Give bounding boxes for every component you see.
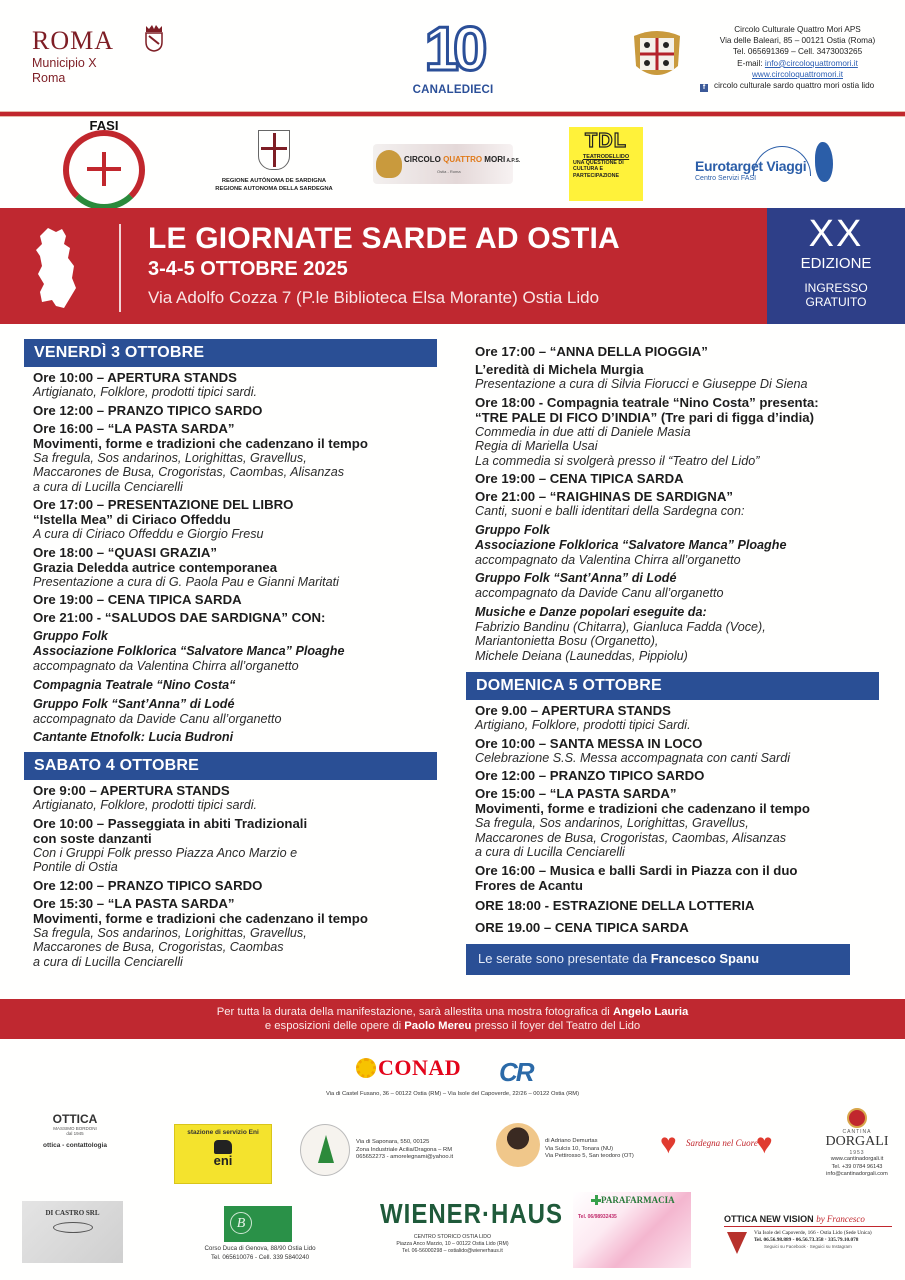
bel-address: Corso Duca di Genova, 88/90 Ostia Lido Tel. 065610076 - Cell. 339 5840240 — [204, 1245, 316, 1261]
performer-item: Gruppo Folk Associazione Folklorica “Salvatore Manca” Ploaghe accompagnato da Valentina Chirra all’organetto — [33, 629, 345, 673]
cantina-dorgali-logo: CANTINA DORGALI 1953 www.cantinadorgali.it Tel. +39 0784 96143 info@cantinadorgali.com — [812, 1108, 902, 1179]
performer-item: Musiche e Danze popolari eseguite da: Fabrizio Bandinu (Chitarra), Gianluca Fadda (Voce), Mariantonietta Bosu (Organetto), Michele Deiana (Launeddas, Pippiolu) — [475, 604, 766, 663]
tdl-name: TEATRODELLIDO — [582, 154, 630, 160]
email-label: E-mail: — [737, 58, 765, 68]
schedule-item: ORE 19.00 – CENA TIPICA SARDA — [475, 919, 689, 935]
presenter-name: Francesco Spanu — [650, 950, 760, 966]
eurotarget-viaggi-logo — [695, 142, 840, 186]
b-monogram-icon: B — [230, 1212, 252, 1234]
event-address: Via Adolfo Cozza 7 (P.le Biblioteca Elsa Morante) Ostia Lido — [148, 288, 600, 307]
regione-label-italian: REGIONE AUTONOMA DELLA SARDEGNA — [215, 185, 333, 192]
facebook-row — [700, 80, 895, 92]
title-banner — [0, 208, 905, 324]
cqm-label: CIRCOLO QUATTRO MORI A.P.S. — [404, 155, 521, 164]
organizer-contact — [700, 24, 895, 92]
partner-logos — [0, 118, 905, 208]
program-column-left — [24, 339, 437, 969]
parafarmacia-card: PARAFARMACIA Tel. 06/98932435 — [573, 1192, 691, 1268]
roma-municipio-logo — [32, 26, 114, 86]
schedule-item: Ore 18:00 – “QUASI GRAZIA” Grazia Deledda autrice contemporanea Presentazione a cura di G. Paola Pau e Gianni Maritati — [33, 544, 339, 589]
amore-legnami-logo — [300, 1124, 350, 1176]
canaledieci-label: CANALEDIECI — [412, 84, 494, 96]
email-link[interactable]: info@circoloquattromori.it — [764, 58, 858, 68]
conad-flower-icon — [356, 1058, 376, 1078]
roma-crest-icon — [143, 24, 165, 52]
wiener-haus-logo: WIENER·HAUS CENTRO STORICO OSTIA LIDO Piazza Anco Marzio, 10 – 00122 Ostia Lido (RM) Tel. 06-56000298 – ostialido@wienerhaus.it — [380, 1198, 563, 1254]
schedule-item: Ore 19:00 – CENA TIPICA SARDA — [475, 471, 684, 486]
poster-header — [0, 0, 905, 112]
regione-sardegna-logo — [214, 130, 334, 200]
di-castro-card: DI CASTRO SRL — [22, 1201, 123, 1263]
edition-number: XX — [808, 213, 864, 255]
schedule-item: Ore 21:00 – “RAIGHINAS DE SARDIGNA” Canti, suoni e balli identitari della Sardegna con: — [475, 489, 745, 518]
schedule-item: Ore 19:00 – CENA TIPICA SARDA — [33, 592, 242, 607]
dicastro-oval-icon — [53, 1222, 93, 1233]
pharmacy-cross-icon — [591, 1195, 601, 1205]
day-heading-saturday: SABATO 4 OTTOBRE — [24, 752, 437, 780]
day-heading-friday: VENERDÌ 3 OTTOBRE — [24, 339, 437, 367]
adriano-demurtas-logo — [496, 1123, 540, 1167]
schedule-item: Ore 10:00 – SANTA MESSA IN LOCO Celebrazione S.S. Messa accompagnata con canti Sardi — [475, 735, 791, 765]
performer-item: Gruppo Folk “Sant’Anna” di Lodé accompagnato da Davide Canu all’organetto — [475, 571, 724, 600]
organizer-address: Via delle Baleari, 85 – 00121 Ostia (Roma) — [719, 36, 876, 46]
presenter-prefix: Le serate sono presentate da — [478, 950, 651, 966]
roma-title: ROMA — [32, 26, 115, 55]
event-title: LE GIORNATE SARDE AD OSTIA — [148, 222, 620, 255]
schedule-item: Ore 12:00 – PRANZO TIPICO SARDO — [33, 877, 263, 893]
organizer-email-row — [700, 58, 895, 69]
free-entry: INGRESSO GRATUITO — [804, 281, 868, 309]
website-link[interactable]: www.circoloquattromori.it — [752, 69, 843, 79]
eni-station-card: stazione di servizio Eni eni — [174, 1124, 272, 1184]
regione-shield-icon — [258, 130, 290, 170]
organizer-name: Circolo Culturale Quattro Mori APS — [734, 25, 861, 34]
quattro-mori-crest-icon — [626, 26, 688, 84]
artist-name: Paolo Mereu — [404, 1020, 472, 1032]
header-divider — [0, 111, 905, 117]
dorgali-crest-icon — [847, 1108, 867, 1128]
fasi-logo — [63, 118, 145, 210]
schedule-item: Ore 10:00 – APERTURA STANDS Artigianato, Folklore, prodotti tipici sardi. — [33, 370, 257, 399]
roma-line1: Municipio X — [32, 56, 97, 70]
amore-legnami-info: Via di Saponara, 550, 00125 Zona Industriale Acilia/Dragona – RM 065652273 - amorelegnami@yahoo.it — [356, 1139, 454, 1160]
fasi-label: FASI — [89, 118, 119, 133]
performer-item: Compagnia Teatrale “Nino Costa“ — [33, 677, 236, 692]
circolo-quattro-mori-logo — [373, 144, 521, 184]
banner-divider — [119, 224, 121, 312]
facebook-icon: f — [700, 84, 708, 92]
schedule-item: ORE 18:00 - ESTRAZIONE DELLA LOTTERIA — [475, 897, 755, 913]
exhibition-note: Per tutta la durata della manifestazione, sarà allestita una mostra fotografica di Angelo Lauria e esposizioni delle opere di Paolo Mereu presso il foyer del Teatro del Lido — [0, 999, 905, 1039]
conad-address: Via di Castel Fusano, 36 – 00122 Ostia (RM) – Via Isole del Capoverde, 22/26 – 00122 Ostia (RM) — [325, 1091, 580, 1097]
mask-icon — [727, 1232, 747, 1254]
schedule-item: Ore 16:00 – “LA PASTA SARDA” Movimenti, forme e tradizioni che cadenzano il tempo Sa fregula, Sos andarinos, Lorighittas, Gravellus, Maccarones de Busa, Crogoristas, Caombas, Alisanzas a cura di Lucilla Cenciarelli — [33, 420, 368, 494]
schedule-item: Ore 21:00 - “SALUDOS DAE SARDIGNA” CON: — [33, 610, 326, 625]
schedule-item: Ore 17:00 – “ANNA DELLA PIOGGIA” L’eredità di Michela Murgia Presentazione a cura di Silvia Fiorucci e Giuseppe Di Siena — [475, 344, 808, 391]
sardegna-nel-cuore-logo: ♥ Sardegna nel Cuore ♥ — [660, 1128, 780, 1170]
edition-box — [767, 208, 905, 324]
performer-item: Cantante Etnofolk: Lucia Budroni — [33, 730, 234, 744]
ottica-bordoni-card: OTTICA MASSIMO BORDONI dal 1945 ottica - contattologia — [43, 1112, 107, 1149]
facebook-page: circolo culturale sardo quattro mori ostia lido — [714, 81, 875, 91]
event-dates: 3-4-5 OTTOBRE 2025 — [148, 258, 348, 280]
roma-line2: Roma — [32, 71, 66, 85]
teatro-del-lido-logo — [569, 127, 643, 201]
tdl-mark: TDL — [585, 130, 627, 152]
presenter-banner — [466, 944, 850, 975]
cr-logo: CR — [499, 1057, 533, 1087]
schedule-item: Ore 16:00 – Musica e balli Sardi in Piazza con il duo Frores de Acantu — [475, 862, 798, 893]
regione-label-sardo: REGIONE AUTÒNOMA DE SARDIGNA — [221, 178, 327, 184]
schedule-item: Ore 15:30 – “LA PASTA SARDA” Movimenti, forme e tradizioni che cadenzano il tempo Sa fregula, Sos andarinos, Lorighittas, Gravellus, Maccarones de Busa, Crogoristas, Caombas a cura di Lucilla Cenciarelli — [33, 895, 368, 969]
bel-abbigliamento-logo — [224, 1206, 292, 1242]
sardinian-cross-icon — [87, 152, 121, 186]
quattro-mori-crest-icon — [376, 150, 402, 178]
canaledieci-number: 10 — [424, 15, 482, 84]
tree-icon — [318, 1135, 334, 1163]
performer-item: Gruppo Folk Associazione Folklorica “Salvatore Manca” Ploaghe accompagnato da Valentina Chirra all’organetto — [475, 522, 787, 567]
tdl-desc: UNA QUESTIONE DI CULTURA E PARTECIPAZIONE — [573, 160, 624, 179]
canaledieci-logo — [398, 15, 508, 106]
schedule-item: Ore 12:00 – PRANZO TIPICO SARDO — [33, 402, 263, 418]
schedule-item: Ore 15:00 – “LA PASTA SARDA” Movimenti, forme e tradizioni che cadenzano il tempo Sa fregula, Sos andarinos, Lorighittas, Gravellus, Maccarones de Busa, Crogoristas, Caombas, Alisanzas a cura di Lucilla Cenciarelli — [475, 786, 810, 859]
performer-item: Gruppo Folk “Sant’Anna” di Lodé accompagnato da Davide Canu all’organetto — [33, 696, 282, 726]
sardinia-island-icon — [815, 142, 833, 182]
schedule-item: Ore 9:00 – APERTURA STANDS Artigianato, Folklore, prodotti tipici sardi. — [33, 783, 257, 812]
schedule-item: Ore 12:00 – PRANZO TIPICO SARDO — [475, 768, 705, 783]
schedule-item: Ore 18:00 - Compagnia teatrale “Nino Costa” presenta: “TRE PALE DI FICO D’INDIA” (Tre pari di figga d’india) Commedia in due atti di Daniele Masia Regia di Mariella Usai La commedia si svolgerà presso il “Teatro del Lido” — [475, 394, 819, 468]
eni-dog-icon — [214, 1140, 232, 1154]
sardinia-map-icon — [34, 226, 78, 310]
heart-icon: ♥ — [756, 1128, 773, 1159]
day-heading-sunday: DOMENICA 5 OTTOBRE — [466, 672, 879, 700]
eurotarget-sub: Centro Servizi FASI — [695, 175, 757, 182]
ottica-new-vision-card: OTTICA NEW VISION by Francesco Via Isole del Capoverde, 166 - Ostia Lido (Sede Unica) Tel. 06.56.98.889 - 06.56.73.358 · 335.79.10.078 Seguici su Facebook · Seguici su Instagram — [724, 1214, 892, 1249]
cqm-sub: Ostia - Roma — [437, 169, 461, 174]
schedule-item: Ore 10:00 – Passeggiata in abiti Tradizionali con soste danzanti Con i Gruppi Folk presso Piazza Anco Marzio e Pontile di Ostia — [33, 815, 308, 874]
schedule-item: Ore 9.00 – APERTURA STANDS Artigiano, Folklore, prodotti tipici Sardi. — [475, 703, 691, 732]
photographer-name: Angelo Lauria — [612, 1006, 689, 1018]
edition-label: EDIZIONE — [800, 255, 872, 272]
eurotarget-name: Eurotarget Viaggi — [695, 158, 807, 174]
schedule-item: Ore 17:00 – PRESENTAZIONE DEL LIBRO “Istella Mea” di Ciriaco Offeddu A cura di Ciriaco Offeddu e Giorgio Fresu — [33, 497, 294, 541]
organizer-phones: Tel. 065691369 – Cell. 3473003265 — [732, 47, 863, 57]
program-column-right — [466, 339, 896, 975]
heart-icon: ♥ — [660, 1128, 677, 1159]
conad-logo: CONAD — [356, 1055, 461, 1081]
adriano-demurtas-info: di Adriano Demurtas Via Sulcis 10, Tonara (NU) Via Pettirosso 5, San teodoro (OT) — [545, 1138, 634, 1159]
